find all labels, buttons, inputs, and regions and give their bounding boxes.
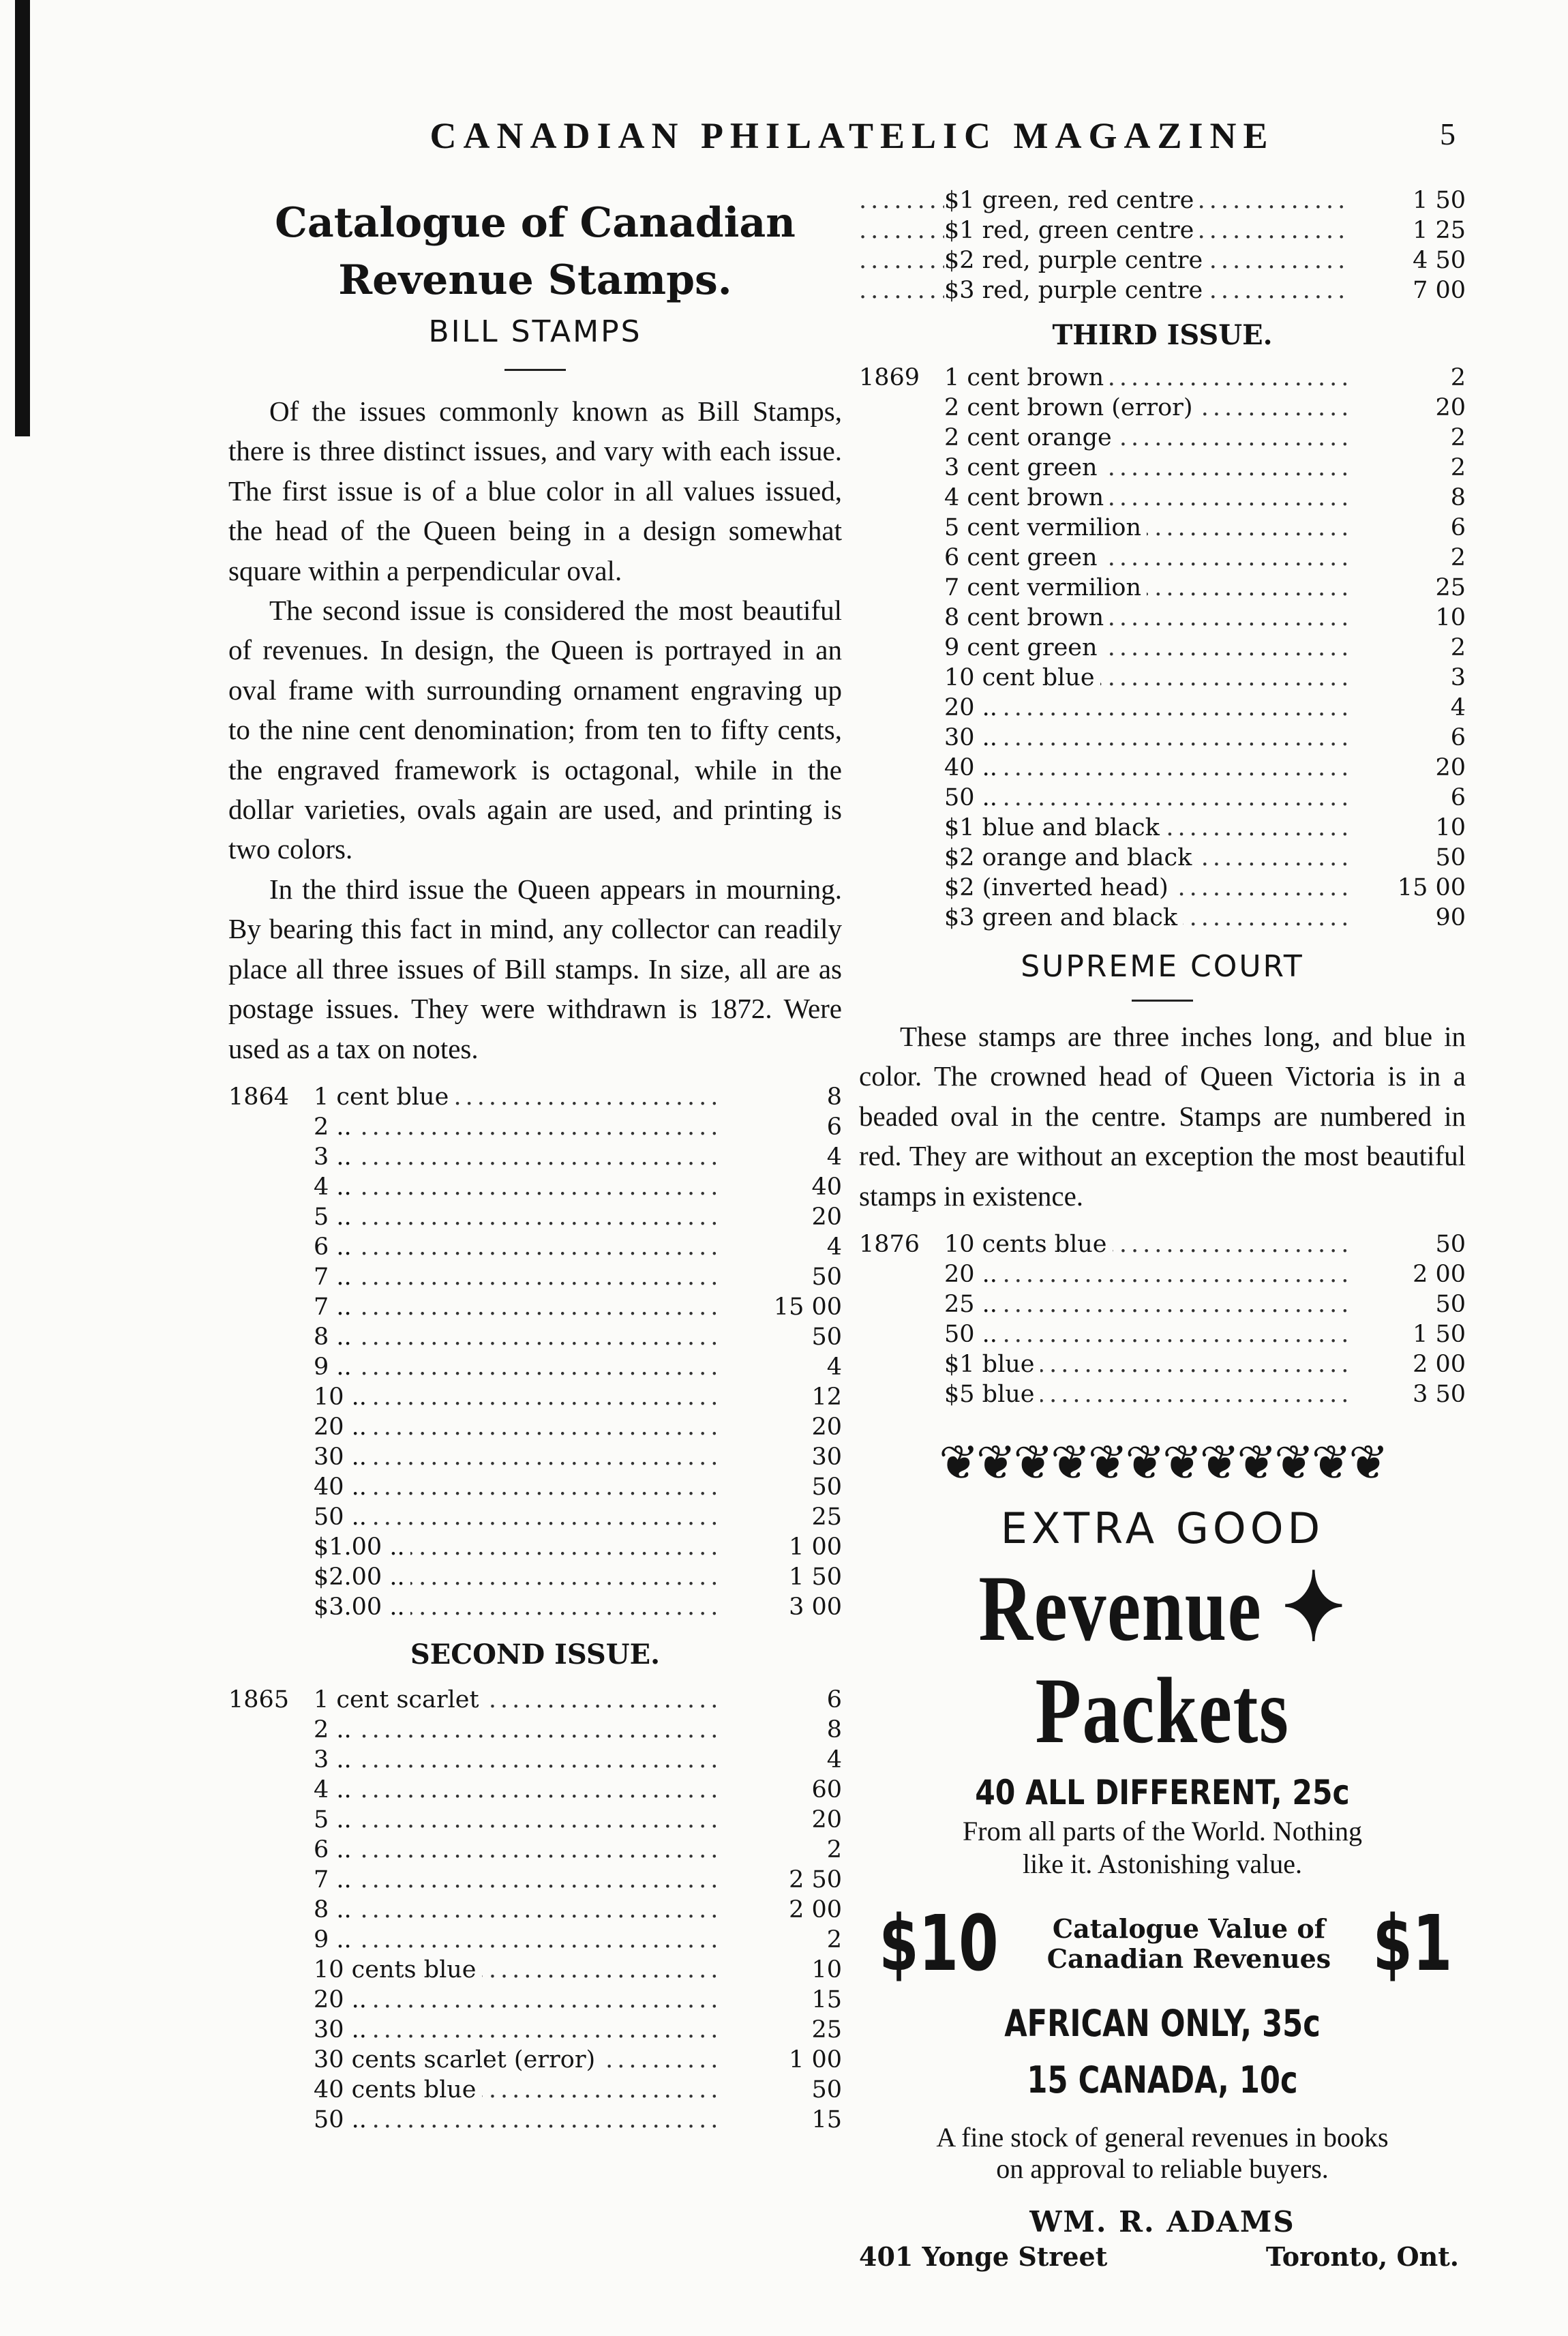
stamp-price: 6 <box>826 1113 842 1141</box>
right-column <box>859 185 1466 2272</box>
stamp-description: 20 .. ..... <box>944 1259 1346 1289</box>
second-issue-row <box>228 1835 842 1865</box>
issue-year <box>228 2015 314 2045</box>
stamp-description: $1 green, red centre ..... <box>859 185 1346 215</box>
second-issue-row <box>228 1985 842 2015</box>
third-issue-row <box>859 573 1466 603</box>
issue-year <box>228 1142 314 1172</box>
issue-year <box>228 1805 314 1835</box>
stamp-description: 1 cent blue ..... <box>314 1082 723 1112</box>
first-issue-row <box>228 1232 842 1262</box>
title-line-2: Revenue Stamps. <box>338 256 732 304</box>
stamp-price: 50 <box>811 1473 842 1501</box>
stamp-description: $1 blue and black ..... <box>944 813 1346 843</box>
stamp-description: $2 red, purple centre ..... <box>859 245 1346 275</box>
issue-year: 1865 <box>228 1686 290 1713</box>
issue-year <box>228 1472 314 1502</box>
first-issue-row <box>228 1142 842 1172</box>
issue-year <box>228 1112 314 1142</box>
second-issue-dollar-row <box>859 215 1466 245</box>
third-issue-row <box>859 903 1466 933</box>
stamp-price: 2 <box>1450 364 1466 391</box>
issue-year <box>859 813 944 843</box>
issue-year <box>228 1562 314 1592</box>
third-issue-row <box>859 543 1466 573</box>
stamp-price: 12 <box>811 1383 842 1411</box>
stamp-price: 2 <box>1450 634 1466 661</box>
third-issue-row <box>859 513 1466 543</box>
stamp-description: 50 .. ..... <box>314 1502 723 1532</box>
stamp-description: 50 .. ..... <box>314 2105 723 2135</box>
stamp-description: 10 cents blue ..... <box>314 1955 723 1985</box>
issue-year <box>228 2105 314 2135</box>
stamp-price: 50 <box>811 1263 842 1291</box>
supreme-court-row <box>859 1289 1466 1319</box>
ad-address <box>859 2241 1459 2272</box>
first-issue-row <box>228 1412 842 1442</box>
stamp-price: 2 <box>1450 424 1466 451</box>
issue-year <box>228 1412 314 1442</box>
issue-year <box>228 1865 314 1895</box>
stamp-price: 2 <box>826 1836 842 1863</box>
issue-year <box>859 1259 944 1289</box>
left-column <box>228 194 842 2135</box>
stamp-price: 15 00 <box>773 1293 842 1321</box>
stamp-price: 4 <box>826 1143 842 1171</box>
stamp-price: 8 <box>826 1716 842 1743</box>
section-heading-bill-stamps: BILL STAMPS <box>428 314 642 349</box>
paragraph: The second issue is considered the most beautiful of revenues. In design, the Queen is portrayed in an oval frame with surrounding ornament engraving up to the nine cent denomination; from ten to fifty cents, the engraved framework is octagonal, while in the dollar varieties, ovals again are used, and printing is two colors. <box>228 595 842 865</box>
first-issue-row <box>228 1262 842 1292</box>
stamp-price: 2 50 <box>789 1866 842 1893</box>
second-issue-table <box>228 1685 842 2135</box>
stamp-price: 10 <box>1435 814 1466 841</box>
issue-year <box>228 1202 314 1232</box>
issue-year <box>228 1985 314 2015</box>
stamp-price: 20 <box>1435 394 1466 421</box>
stamp-price: 20 <box>811 1806 842 1833</box>
supreme-court-row <box>859 1349 1466 1379</box>
second-issue-dollar-table <box>859 185 1466 305</box>
issue-year <box>228 1442 314 1472</box>
issue-year <box>228 1382 314 1412</box>
second-issue-row <box>228 1715 842 1745</box>
stamp-description: 10 .. ..... <box>314 1382 723 1412</box>
issue-year <box>228 1322 314 1352</box>
third-issue-row <box>859 393 1466 423</box>
issue-year <box>859 453 944 483</box>
third-issue-row <box>859 813 1466 843</box>
stamp-description: 7 .. ..... <box>314 1292 723 1322</box>
stamp-price: 6 <box>826 1686 842 1713</box>
stamp-description: 2 cent orange ..... <box>944 423 1346 453</box>
stamp-description: $3 green and black ..... <box>944 903 1346 933</box>
first-issue-row <box>228 1502 842 1532</box>
stamp-description: 30 .. ..... <box>944 723 1346 753</box>
issue-year <box>859 843 944 873</box>
stamp-description: 5 .. ..... <box>314 1202 723 1232</box>
stamp-price: 8 <box>826 1083 842 1111</box>
stamp-description: $2.00 .. ..... <box>314 1562 723 1592</box>
issue-year <box>859 393 944 423</box>
stamp-price: 2 00 <box>789 1896 842 1923</box>
third-issue-row <box>859 603 1466 633</box>
stamp-price: 1 25 <box>1413 217 1466 244</box>
first-issue-row <box>228 1532 842 1562</box>
stamp-price: 4 <box>1450 694 1466 721</box>
issue-year <box>228 2045 314 2075</box>
first-issue-row <box>228 1382 842 1412</box>
ad-stock-line <box>859 2122 1466 2185</box>
stamp-description: $1 red, green centre ..... <box>859 215 1346 245</box>
issue-year <box>228 1172 314 1202</box>
supreme-court-row <box>859 1319 1466 1349</box>
stamp-price: 2 00 <box>1413 1261 1466 1289</box>
ad-offer-african: AFRICAN ONLY, 35c <box>1004 2002 1321 2046</box>
page-number: 5 <box>1440 117 1456 151</box>
stamp-price: 50 <box>811 2076 842 2103</box>
stamp-description: 30 cents scarlet (error) ..... <box>314 2045 723 2075</box>
stamp-price: 50 <box>1435 1231 1466 1259</box>
ad-mid-line-1: Catalogue Value of <box>1052 1913 1326 1945</box>
first-issue-row <box>228 1352 842 1382</box>
ornamental-border: ❦❦❦❦❦❦❦❦❦❦❦❦ <box>939 1435 1386 1491</box>
stamp-price: 1 50 <box>1413 187 1466 214</box>
stamp-description: $3 red, purple centre ..... <box>859 275 1346 305</box>
stamp-description: 1 cent brown ..... <box>944 363 1346 393</box>
issue-year: 1876 <box>859 1231 920 1259</box>
second-issue-row <box>228 2045 842 2075</box>
stamp-price: 2 <box>1450 454 1466 481</box>
article-title <box>228 194 842 309</box>
issue-year <box>859 483 944 513</box>
stamp-description: 8 .. ..... <box>314 1895 723 1925</box>
stamp-description: 8 cent brown ..... <box>944 603 1346 633</box>
ad-from-line-2: like it. Astonishing value. <box>1023 1848 1302 1880</box>
issue-year <box>228 1292 314 1322</box>
issue-year <box>859 1379 944 1409</box>
stamp-description: 5 cent vermilion ..... <box>944 513 1346 543</box>
stamp-description: 6 .. ..... <box>314 1232 723 1262</box>
stamp-price: 3 50 <box>1413 1381 1466 1409</box>
stamp-price: 6 <box>1450 784 1466 811</box>
third-issue-row <box>859 663 1466 693</box>
stamp-description: 3 .. ..... <box>314 1745 723 1775</box>
ad-dealer-name: WM. R. ADAMS <box>1029 2205 1295 2239</box>
stamp-description: 7 .. ..... <box>314 1865 723 1895</box>
stamp-description: $1 blue ..... <box>944 1349 1346 1379</box>
stamp-description: $5 blue ..... <box>944 1379 1346 1409</box>
issue-year <box>859 723 944 753</box>
issue-year <box>228 1352 314 1382</box>
supreme-court-table <box>859 1229 1466 1409</box>
stamp-price: 20 <box>811 1203 842 1231</box>
first-issue-row <box>228 1172 842 1202</box>
stamp-description: 6 .. ..... <box>314 1835 723 1865</box>
stamp-description: 20 .. ..... <box>314 1412 723 1442</box>
third-issue-row <box>859 873 1466 903</box>
first-issue-row <box>228 1472 842 1502</box>
stamp-price: 7 00 <box>1413 277 1466 304</box>
issue-year <box>228 1262 314 1292</box>
first-issue-row <box>228 1292 842 1322</box>
stamp-price: 30 <box>811 1443 842 1471</box>
stamp-description: 20 .. ..... <box>944 693 1346 723</box>
stamp-price: 50 <box>811 1323 842 1351</box>
divider <box>1132 1000 1193 1002</box>
issue-year <box>859 783 944 813</box>
third-issue-row <box>859 423 1466 453</box>
stamp-description: 7 cent vermilion ..... <box>944 573 1346 603</box>
second-issue-row <box>228 1865 842 1895</box>
stamp-description: $1.00 .. ..... <box>314 1532 723 1562</box>
supreme-court-heading: SUPREME COURT <box>1021 949 1304 984</box>
stamp-description: 10 cent blue ..... <box>944 663 1346 693</box>
issue-year <box>228 1715 314 1745</box>
issue-year <box>859 423 944 453</box>
second-issue-row <box>228 1685 842 1715</box>
ad-offer-canada: 15 CANADA, 10c <box>1027 2058 1298 2102</box>
stamp-description: 2 .. ..... <box>314 1715 723 1745</box>
stamp-price: 20 <box>1435 754 1466 781</box>
issue-year <box>859 603 944 633</box>
issue-year <box>859 513 944 543</box>
stamp-price: 10 <box>811 1956 842 1983</box>
second-issue-row <box>228 1745 842 1775</box>
first-issue-row <box>228 1322 842 1352</box>
stamp-price: 25 <box>1435 574 1466 601</box>
stamp-price: 15 00 <box>1397 874 1466 901</box>
running-title: CANADIAN PHILATELIC MAGAZINE <box>429 115 1275 156</box>
paragraph: In the third issue the Queen appears in mourning. By bearing this fact in mind, any collector can readily place all three issues of Bill stamps. In size, all are as postage issues. They were withdrawn is 1872. Were used as a tax on notes. <box>228 873 842 1064</box>
issue-year <box>859 633 944 663</box>
ad-big-right: $1 <box>1372 1900 1453 1989</box>
supreme-court-paragraph: These stamps are three inches long, and blue in color. The crowned head of Queen Victoria is in a beaded oval in the centre. Stamps are numbered in red. They are without an exception the most beautiful stamps in existence. <box>859 1021 1466 1212</box>
stamp-description: $2 (inverted head) ..... <box>944 873 1346 903</box>
stamp-description: 9 .. ..... <box>314 1925 723 1955</box>
issue-year <box>228 1925 314 1955</box>
third-issue-row <box>859 693 1466 723</box>
divider <box>504 369 566 371</box>
stamp-price: 1 50 <box>789 1563 842 1591</box>
stamp-price: 6 <box>1450 514 1466 541</box>
stamp-description: 40 .. ..... <box>314 1472 723 1502</box>
second-issue-dollar-row <box>859 185 1466 215</box>
stamp-description: 1 cent scarlet ..... <box>314 1685 723 1715</box>
first-issue-row <box>228 1442 842 1472</box>
stamp-description: 40 cents blue ..... <box>314 2075 723 2105</box>
ad-stock-line-2: on approval to reliable buyers. <box>996 2153 1329 2185</box>
second-issue-row <box>228 2105 842 2135</box>
ad-city: Toronto, Ont. <box>1265 2241 1459 2273</box>
second-issue-row <box>228 1805 842 1835</box>
second-issue-row <box>228 1925 842 1955</box>
stamp-description: 50 .. ..... <box>944 1319 1346 1349</box>
first-issue-row <box>228 1202 842 1232</box>
stamp-price: 20 <box>811 1413 842 1441</box>
third-issue-row <box>859 723 1466 753</box>
stamp-description: $3.00 .. ..... <box>314 1592 723 1622</box>
third-issue-heading: THIRD ISSUE. <box>1052 319 1273 351</box>
stamp-description: 9 .. ..... <box>314 1352 723 1382</box>
issue-year <box>228 1592 314 1622</box>
stamp-description: 8 .. ..... <box>314 1322 723 1352</box>
third-issue-row <box>859 363 1466 393</box>
stamp-description: 30 .. ..... <box>314 2015 723 2045</box>
first-issue-row <box>228 1082 842 1112</box>
third-issue-row <box>859 783 1466 813</box>
first-issue-table <box>228 1082 842 1622</box>
first-issue-row <box>228 1112 842 1142</box>
ad-big-left: $10 <box>879 1900 999 1989</box>
issue-year <box>228 1955 314 1985</box>
stamp-price: 15 <box>811 2106 842 2133</box>
issue-year: 1864 <box>228 1083 290 1111</box>
stamp-price: 2 00 <box>1413 1351 1466 1379</box>
issue-year <box>228 1532 314 1562</box>
stamp-price: 4 50 <box>1413 247 1466 274</box>
stamp-description: 40 .. ..... <box>944 753 1346 783</box>
issue-year <box>228 1775 314 1805</box>
stamp-price: 40 <box>811 1173 842 1201</box>
stamp-description: 25 .. ..... <box>944 1289 1346 1319</box>
ad-stock-line-1: A fine stock of general revenues in books <box>936 2122 1389 2153</box>
stamp-description: $2 orange and black ..... <box>944 843 1346 873</box>
stamp-description: 2 .. ..... <box>314 1112 723 1142</box>
stamp-description: 20 .. ..... <box>314 1985 723 2015</box>
stamp-description: 4 .. ..... <box>314 1172 723 1202</box>
ad-mid-line-2: Canadian Revenues <box>1046 1943 1331 1975</box>
stamp-price: 50 <box>1435 844 1466 871</box>
issue-year <box>228 1895 314 1925</box>
second-issue-row <box>228 1955 842 1985</box>
advertisement <box>859 1435 1466 2272</box>
first-issue-row <box>228 1562 842 1592</box>
stamp-price: 3 00 <box>789 1593 842 1621</box>
stamp-price: 25 <box>811 2016 842 2043</box>
third-issue-table <box>859 363 1466 933</box>
stamp-price: 2 <box>826 1926 842 1953</box>
stamp-description: 2 cent brown (error) ..... <box>944 393 1346 423</box>
ad-count-line: 40 ALL DIFFERENT, 25c <box>975 1773 1350 1813</box>
stamp-price: 8 <box>1450 484 1466 511</box>
ad-value-row <box>859 1900 1466 1989</box>
issue-year <box>859 1349 944 1379</box>
stamp-description: 5 .. ..... <box>314 1805 723 1835</box>
stamp-description: 3 .. ..... <box>314 1142 723 1172</box>
issue-year <box>859 1319 944 1349</box>
second-issue-row <box>228 1895 842 1925</box>
supreme-court-row <box>859 1229 1466 1259</box>
first-issue-row <box>228 1592 842 1622</box>
third-issue-row <box>859 843 1466 873</box>
stamp-price: 2 <box>1450 544 1466 571</box>
supreme-court-row <box>859 1379 1466 1409</box>
stamp-price: 4 <box>826 1353 842 1381</box>
issue-year <box>228 1835 314 1865</box>
third-issue-row <box>859 453 1466 483</box>
stamp-price: 1 00 <box>789 1533 842 1561</box>
issue-year <box>228 1232 314 1262</box>
stamp-price: 1 50 <box>1413 1321 1466 1349</box>
ad-street: 401 Yonge Street <box>859 2241 1108 2273</box>
stamp-description: 4 cent brown ..... <box>944 483 1346 513</box>
stamp-price: 6 <box>1450 724 1466 751</box>
second-issue-row <box>228 2015 842 2045</box>
paragraph: Of the issues commonly known as Bill Stamps, there is three distinct issues, and vary with each issue. The first issue is of a blue color in all values issued, the head of the Queen being in a design somewhat square within a perpendicular oval. <box>228 395 842 586</box>
stamp-description: 7 .. ..... <box>314 1262 723 1292</box>
issue-year <box>859 543 944 573</box>
issue-year <box>228 1502 314 1532</box>
issue-year <box>859 753 944 783</box>
issue-year <box>859 1289 944 1319</box>
stamp-price: 1 00 <box>789 2046 842 2073</box>
ad-headline: Revenue ✦ Packets <box>978 1556 1346 1763</box>
stamp-price: 4 <box>826 1746 842 1773</box>
issue-year <box>859 573 944 603</box>
binding-edge <box>15 0 30 436</box>
stamp-description: 30 .. ..... <box>314 1442 723 1472</box>
issue-year <box>859 693 944 723</box>
stamp-description: 4 .. ..... <box>314 1775 723 1805</box>
stamp-description: 3 cent green ..... <box>944 453 1346 483</box>
stamp-description: 9 cent green ..... <box>944 633 1346 663</box>
stamp-description: 6 cent green ..... <box>944 543 1346 573</box>
ad-from-line-1: From all parts of the World. Nothing <box>963 1816 1362 1847</box>
issue-year <box>228 2075 314 2105</box>
second-issue-row <box>228 1775 842 1805</box>
second-issue-heading: SECOND ISSUE. <box>410 1638 661 1671</box>
third-issue-row <box>859 753 1466 783</box>
stamp-price: 10 <box>1435 604 1466 631</box>
stamp-price: 50 <box>1435 1291 1466 1319</box>
stamp-price: 25 <box>811 1503 842 1531</box>
second-issue-dollar-row <box>859 245 1466 275</box>
ad-from-line <box>859 1815 1466 1881</box>
stamp-price: 3 <box>1450 664 1466 691</box>
second-issue-row <box>228 2075 842 2105</box>
stamp-description: 50 .. ..... <box>944 783 1346 813</box>
stamp-price: 15 <box>811 1986 842 2013</box>
stamp-price: 60 <box>811 1776 842 1803</box>
second-issue-dollar-row <box>859 275 1466 305</box>
issue-year <box>859 873 944 903</box>
supreme-court-row <box>859 1259 1466 1289</box>
stamp-price: 90 <box>1435 904 1466 931</box>
ad-extra-good: EXTRA GOOD <box>1000 1503 1325 1554</box>
issue-year: 1869 <box>859 364 920 391</box>
stamp-description: 10 cents blue ..... <box>944 1229 1346 1259</box>
title-line-1: Catalogue of Canadian <box>275 199 796 247</box>
stamp-price: 4 <box>826 1233 842 1261</box>
ad-catalogue-value <box>1047 1914 1331 1974</box>
issue-year <box>228 1745 314 1775</box>
third-issue-row <box>859 633 1466 663</box>
third-issue-row <box>859 483 1466 513</box>
issue-year <box>859 903 944 933</box>
issue-year <box>859 663 944 693</box>
